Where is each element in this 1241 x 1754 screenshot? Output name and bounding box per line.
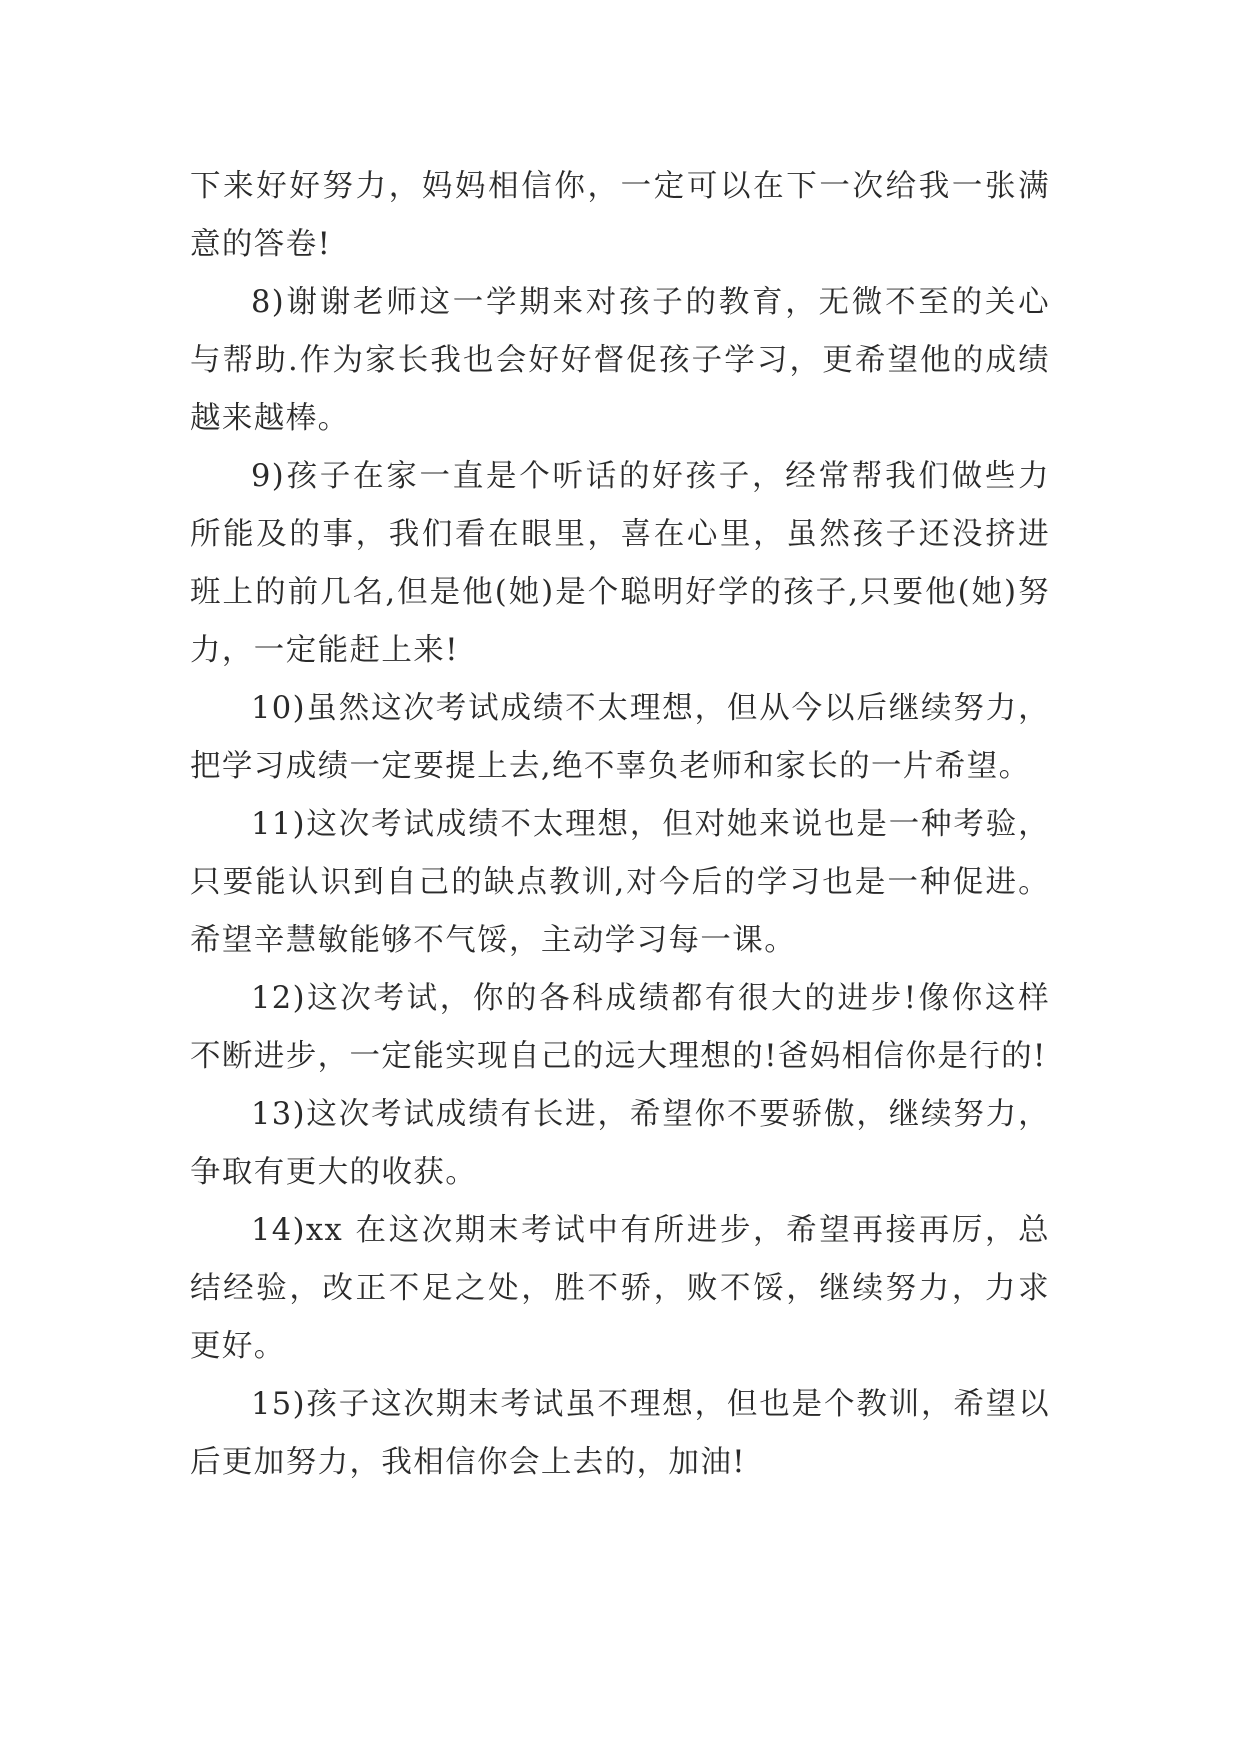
paragraph-item-8: 8)谢谢老师这一学期来对孩子的教育，无微不至的关心与帮助.作为家长我也会好好督促孩子学习，更希望他的成绩越来越棒。 bbox=[190, 285, 1050, 436]
paragraph-item-11: 11)这次考试成绩不太理想，但对她来说也是一种考验，只要能认识到自己的缺点教训,对今后的学习也是一种促进。希望辛慧敏能够不气馁，主动学习每一课。 bbox=[190, 807, 1050, 958]
paragraph-item-15: 15)孩子这次期末考试虽不理想，但也是个教训，希望以后更加努力，我相信你会上去的，加油! bbox=[190, 1387, 1050, 1480]
paragraph-continuation: 下来好好努力，妈妈相信你，一定可以在下一次给我一张满意的答卷! bbox=[190, 169, 1050, 262]
paragraph-item-10: 10)虽然这次考试成绩不太理想，但从今以后继续努力，把学习成绩一定要提上去,绝不辜负老师和家长的一片希望。 bbox=[190, 691, 1050, 784]
document-body bbox=[190, 158, 1050, 1492]
paragraph-item-9: 9)孩子在家一直是个听话的好孩子，经常帮我们做些力所能及的事，我们看在眼里，喜在心里，虽然孩子还没挤进班上的前几名,但是他(她)是个聪明好学的孩子,只要他(她)努力，一定能赶上来! bbox=[190, 459, 1050, 668]
paragraph-item-14: 14)xx 在这次期末考试中有所进步，希望再接再厉，总结经验，改正不足之处，胜不骄，败不馁，继续努力，力求更好。 bbox=[190, 1213, 1050, 1364]
paragraph-item-12: 12)这次考试，你的各科成绩都有很大的进步!像你这样不断进步，一定能实现自己的远大理想的!爸妈相信你是行的! bbox=[190, 981, 1050, 1074]
paragraph-item-13: 13)这次考试成绩有长进，希望你不要骄傲，继续努力，争取有更大的收获。 bbox=[190, 1097, 1050, 1190]
